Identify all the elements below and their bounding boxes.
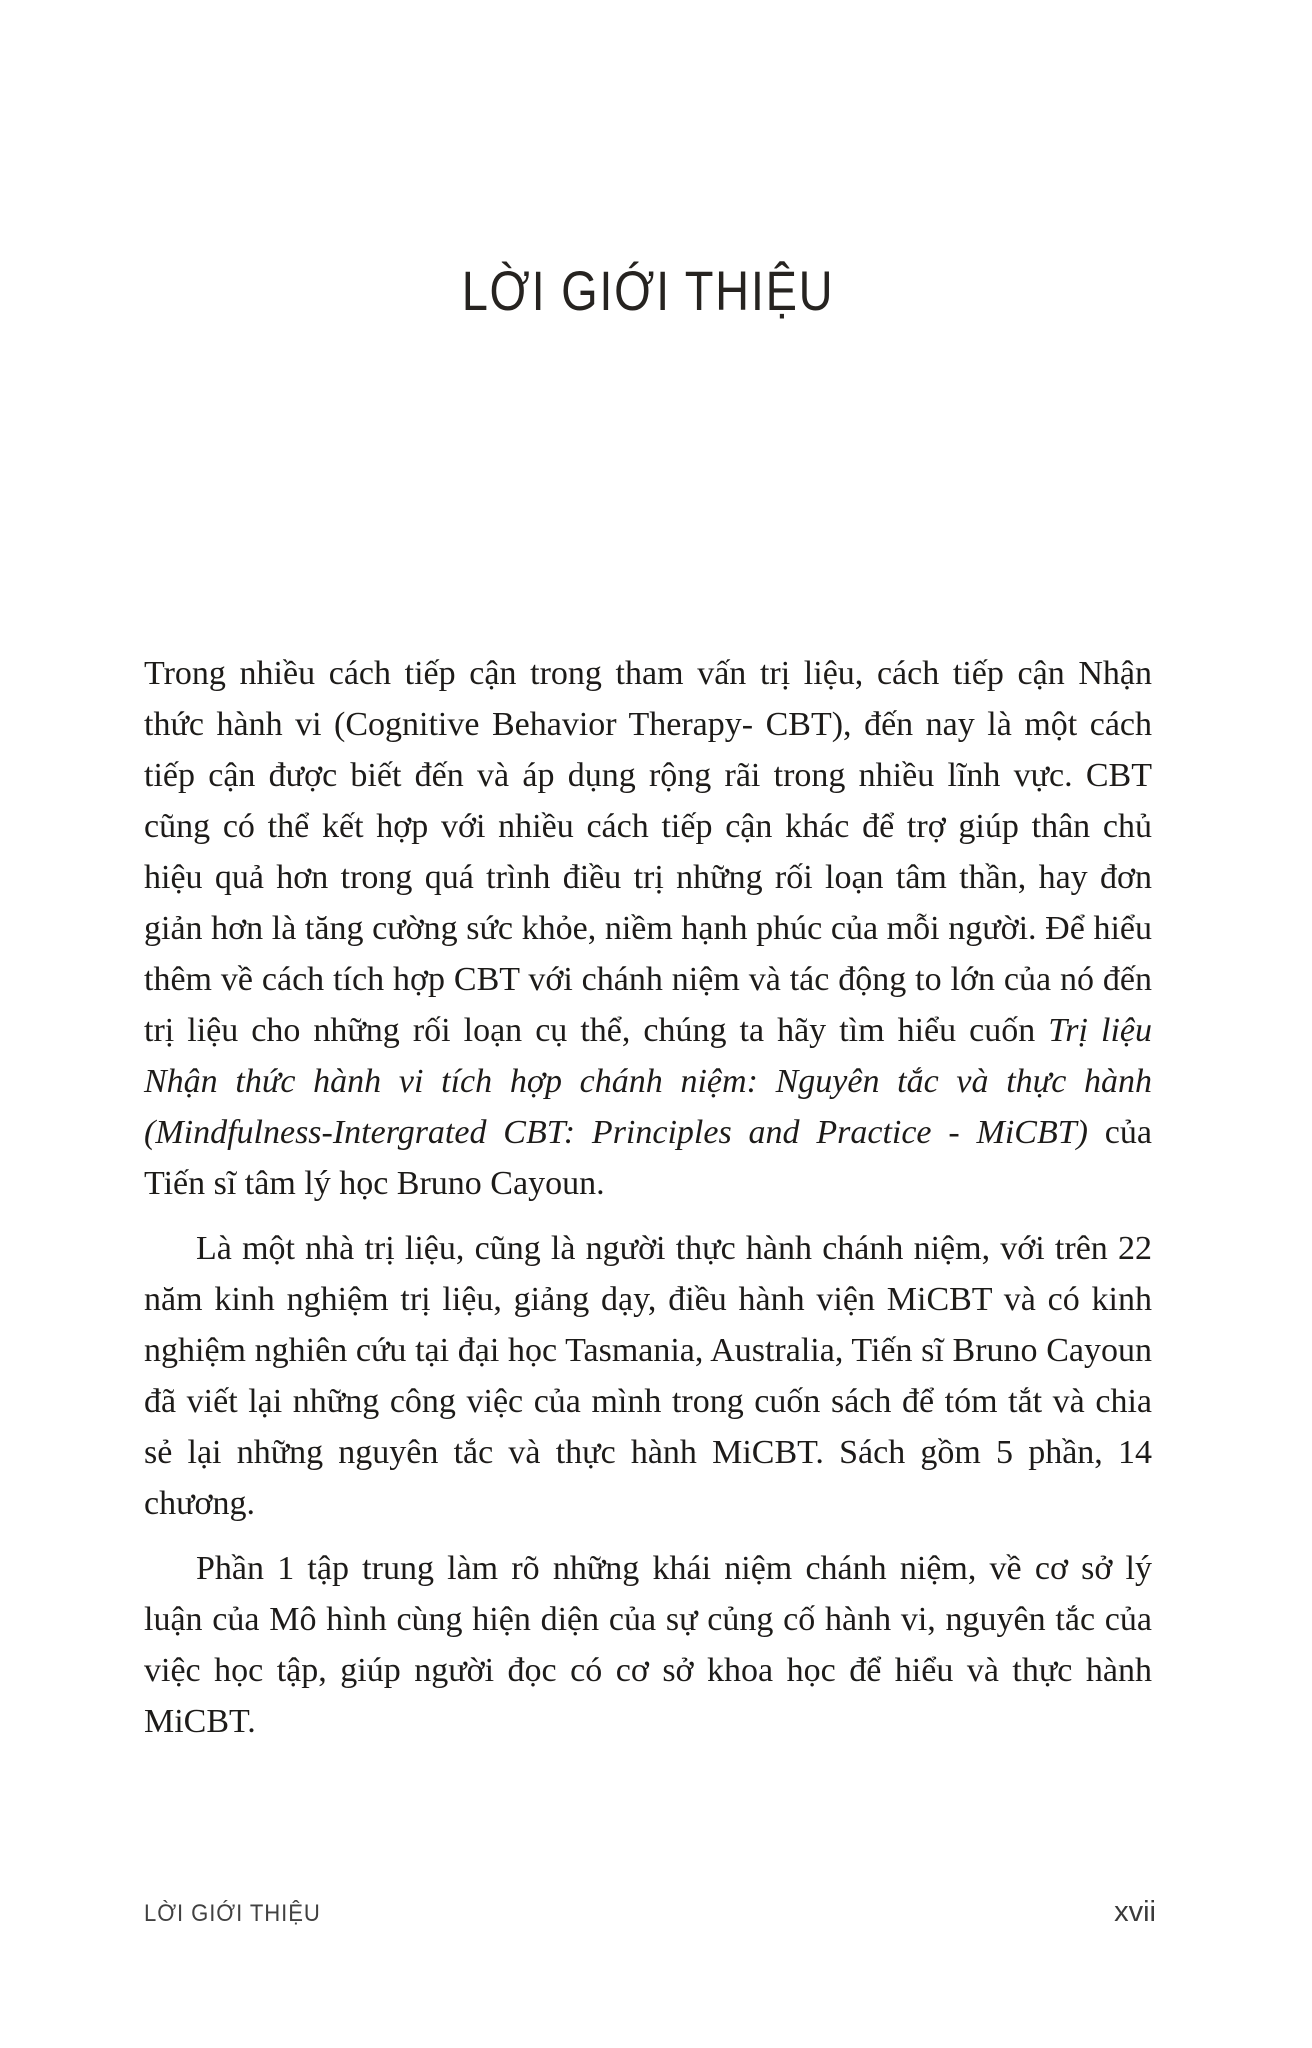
page-title: LỜI GIỚI THIỆU: [461, 259, 835, 322]
text-segment: Phần 1 tập trung làm rõ những khái niệm chánh niệm, về cơ sở lý luận của Mô hình cùng hiện diện của sự củng cố hành vi, nguyên tắc của việc học tập, giúp người đọc có cơ sở khoa học để hiểu và thực hành MiCBT.: [144, 1550, 1152, 1740]
footer-section-label: LỜI GIỚI THIỆU: [144, 1900, 321, 1927]
text-segment: Trong nhiều cách tiếp cận trong tham vấn trị liệu, cách tiếp cận Nhận thức hành vi (Cognitive Behavior Therapy- CBT), đến nay là một cách tiếp cận được biết đến và áp dụng rộng rãi trong nhiều lĩnh vực. CBT cũng có thể kết hợp với nhiều cách tiếp cận khác để trợ giúp thân chủ hiệu quả hơn trong quá trình điều trị những rối loạn tâm thần, hay đơn giản hơn là tăng cường sức khỏe, niềm hạnh phúc của mỗi người. Để hiểu thêm về cách tích hợp CBT với chánh niệm và tác động to lớn của nó đến trị liệu cho những rối loạn cụ thể, chúng ta hãy tìm hiểu cuốn: [144, 655, 1152, 1049]
paragraph: [144, 648, 1152, 1209]
text-segment: Là một nhà trị liệu, cũng là người thực hành chánh niệm, với trên 22 năm kinh nghiệm trị liệu, giảng dạy, điều hành viện MiCBT và có kinh nghiệm nghiên cứu tại đại học Tasmania, Australia, Tiến sĩ Bruno Cayoun đã viết lại những công việc của mình trong cuốn sách để tóm tắt và chia sẻ lại những nguyên tắc và thực hành MiCBT. Sách gồm 5 phần, 14 chương.: [144, 1230, 1152, 1522]
text-segment: của Tiến sĩ tâm lý học Bruno Cayoun.: [144, 1114, 1152, 1202]
body-text: [144, 648, 1152, 1761]
book-title-italic: Trị liệu Nhận thức hành vi tích hợp chánh niệm: Nguyên tắc và thực hành (Mindfulness-Intergrated CBT: Principles and Practice - MiCBT): [144, 1012, 1152, 1151]
paragraph: [144, 1543, 1152, 1747]
paragraph: [144, 1223, 1152, 1529]
footer-page-number: xvii: [1114, 1896, 1156, 1928]
running-footer: [144, 1896, 1156, 1929]
